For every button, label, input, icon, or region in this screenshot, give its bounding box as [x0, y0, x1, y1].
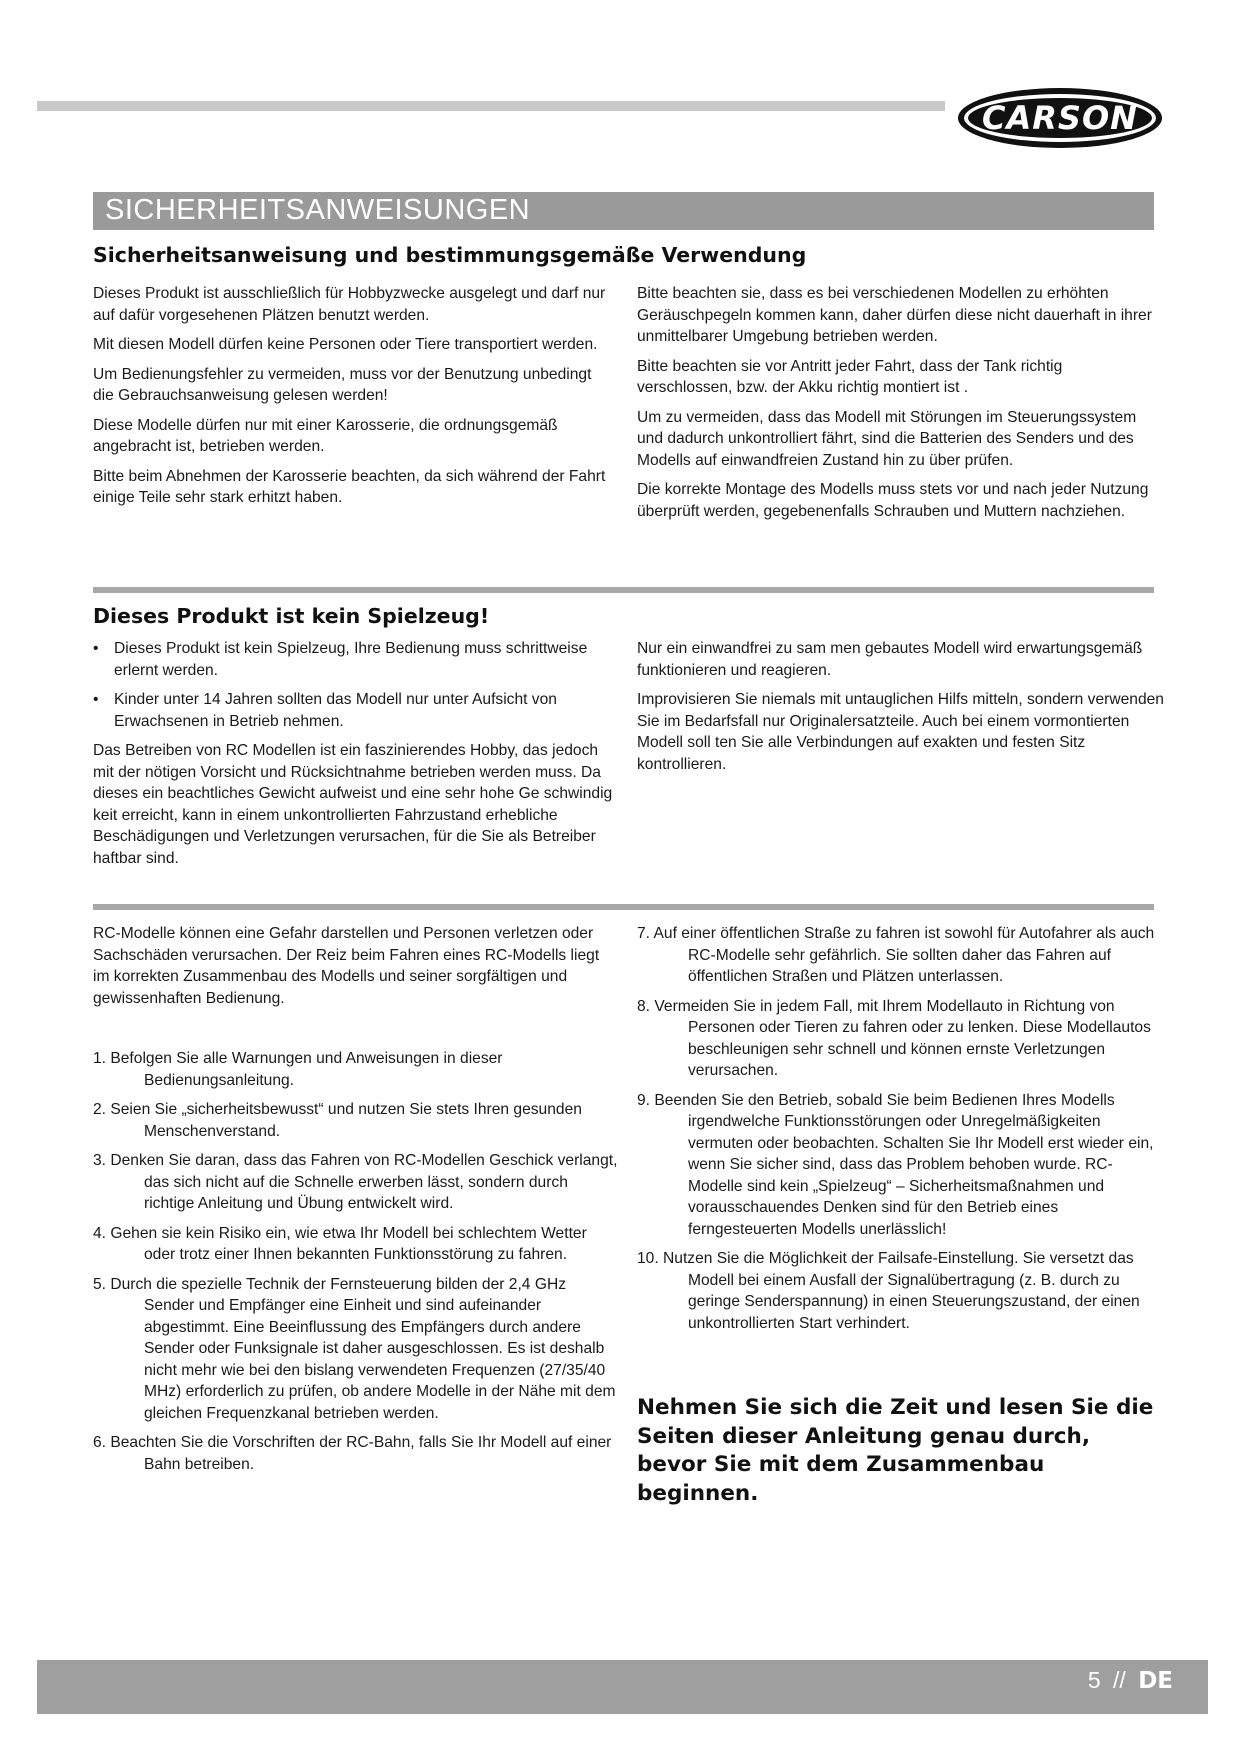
list-item: 3. Denken Sie daran, dass das Fahren von RC-Modellen Geschick verlangt, das sich nicht auf die Schnelle erwerben lässt, sondern durch richtige Anleitung und Übung entwickelt wird. [93, 1152, 618, 1212]
paragraph: Die korrekte Montage des Modells muss stets vor und nach jeder Nutzung überprüft werden, gegebenenfalls Schrauben und Muttern nachziehen. [637, 481, 1149, 520]
section-divider [93, 904, 1154, 910]
intro-paragraph: RC-Modelle können eine Gefahr darstellen und Personen verletzen oder Sachschäden verursachen. Der Reiz beim Fahren eines RC-Modells liegt im korrekten Zusammenbau des Modells und seiner sorgfältigen und gewissenhaften Bedienung. [93, 925, 600, 1007]
section-title-band [93, 192, 1154, 230]
paragraph: Diese Modelle dürfen nur mit einer Karosserie, die ordnungsgemäß angebracht ist, betrieben werden. [93, 416, 558, 455]
list-item: 10. Nutzen Sie die Möglichkeit der Failsafe-Einstellung. Sie versetzt das Modell bei einem Ausfall der Signalübertragung (z. B. durch zu geringe Senderspannung) in einen Steuerungszustand, der einen unkontrollierten Start verhindert. [637, 1250, 1140, 1332]
block1-right-column [637, 283, 1159, 530]
page-number [1088, 1667, 1173, 1694]
paragraph: Das Betreiben von RC Modellen ist ein faszinierendes Hobby, das jedoch mit der nötigen Vorsicht und Rücksichtnahme betrieben werden muss. Da dieses ein beachtliches Gewicht aufweist und eine sehr hohe Ge schwindig keit erreicht, kann in einem unkontrollierten Fahrzustand erhebliche Beschädigungen und Verletzungen verursachen, für die Sie als Betreiber haftbar sind. [93, 742, 613, 867]
warning-bullets [93, 638, 613, 732]
logo-text: CARSON [982, 99, 1138, 137]
safety-rules-list-right [637, 923, 1167, 1334]
paragraph: Um zu vermeiden, dass das Modell mit Störungen im Steuerungssystem und dadurch unkontrolliert fährt, sind die Batterien des Senders und des Modells auf einwandfreien Zustand hin zu über prüfen. [637, 408, 1137, 469]
block1-left-column [93, 283, 613, 517]
list-item: 7. Auf einer öffentlichen Straße zu fahren ist sowohl für Autofahrer als auch RC-Modelle sehr gefährlich. Sie sollten daher das Fahren auf öffentlichen Straßen und Plätzen unterlassen. [637, 925, 1155, 985]
page-number-value: 5 [1087, 1667, 1101, 1693]
list-item: 5. Durch die spezielle Technik der Fernsteuerung bilden der 2,4 GHz Sender und Empfänger eine Einheit und sind aufeinander abgestimmt. Eine Beeinflussung des Empfängers durch andere Sender oder Funksignale ist daher ausgeschlossen. Es ist deshalb nicht mehr wie bei den bislang verwendeten Frequenzen (27/35/40 MHz) erforderlich zu prüfen, ob andere Modelle in der Nähe mit dem gleichen Frequenzkanal betrieben werden. [93, 1275, 616, 1422]
paragraph: Improvisieren Sie niemals mit untauglichen Hilfs mitteln, sondern verwenden Sie im Bedarfsfall nur Originalersatzteile. Auch bei einem vormontierten Modell soll ten Sie alle Verbindungen auf exakten und festen Sitz kontrollieren. [637, 691, 1164, 773]
carson-logo [955, 86, 1165, 150]
safety-rules-list-left [93, 1048, 618, 1475]
paragraph: Bitte beachten sie, dass es bei verschiedenen Modellen zu erhöhten Geräuschpegeln kommen kann, daher dürfen diese nicht dauerhaft in ihrer unmittelbarer Umgebung betrieben werden. [637, 285, 1152, 345]
block3-right-column [637, 923, 1167, 1342]
list-item: 8. Vermeiden Sie in jedem Fall, mit Ihrem Modellauto in Richtung von Personen oder Tieren zu fahren oder zu lenken. Diese Modellautos beschleunigen sehr schnell und können ernste Verletzungen verursachen. [637, 997, 1151, 1079]
bullet-item: • Dieses Produkt ist kein Spielzeug, Ihre Bedienung muss schrittweise erlernt werden. [93, 640, 588, 679]
bullet-dot-icon: • [93, 640, 99, 657]
paragraph: Bitte beim Abnehmen der Karosserie beachten, da sich während der Fahrt einige Teile sehr stark erhitzt haben. [93, 467, 606, 506]
language-code: DE [1138, 1668, 1173, 1694]
read-instructions-callout: Nehmen Sie sich die Zeit und lesen Sie die Seiten dieser Anleitung genau durch, bevor Sie mit dem Zusammenbau beginnen. [637, 1395, 1154, 1506]
block2-left-column [93, 638, 613, 877]
footer-band [37, 1660, 1208, 1714]
list-item: 9. Beenden Sie den Betrieb, sobald Sie beim Bedienen Ihres Modells irgendwelche Funktionsstörungen oder Unregelmäßigkeiten vermuten oder beobachten. Schalten Sie Ihr Modell erst wieder ein, wenn Sie sicher sind, dass das Problem behoben wurde. RC-Modelle sind kein „Spielzeug“ – Sicherheitsmaßnahmen und vorausschauendes Denken sind für den Betrieb eines ferngesteuerten Modells unerlässlich! [637, 1091, 1154, 1238]
paragraph: Um Bedienungsfehler zu vermeiden, muss vor der Benutzung unbedingt die Gebrauchsanweisung gelesen werden! [93, 365, 592, 404]
section-title: SICHERHEITSANWEISUNGEN [105, 194, 531, 226]
paragraph: Mit diesen Modell dürfen keine Personen oder Tiere transportiert werden. [93, 336, 598, 353]
paragraph: Nur ein einwandfrei zu sam men gebautes Modell wird erwartungsgemäß funktionieren und reagieren. [637, 640, 1143, 679]
block2-heading: Dieses Produkt ist kein Spielzeug! [93, 604, 490, 628]
paragraph: Bitte beachten sie vor Antritt jeder Fahrt, dass der Tank richtig verschlossen, bzw. der Akku richtig montiert ist . [637, 357, 1063, 396]
bullet-item: • Kinder unter 14 Jahren sollten das Modell nur unter Aufsicht von Erwachsenen in Betrieb nehmen. [93, 691, 557, 730]
paragraph: Dieses Produkt ist ausschließlich für Hobbyzwecke ausgelegt und darf nur auf dafür vorgesehenen Plätzen benutzt werden. [93, 285, 606, 324]
section-divider [93, 587, 1154, 593]
block1-heading: Sicherheitsanweisung und bestimmungsgemäße Verwendung [93, 243, 807, 267]
list-item: 6. Beachten Sie die Vorschriften der RC-Bahn, falls Sie Ihr Modell auf einer Bahn betreiben. [93, 1434, 612, 1473]
list-item: 2. Seien Sie „sicherheitsbewusst“ und nutzen Sie stets Ihren gesunden Menschenverstand. [93, 1101, 582, 1140]
list-item: 1. Befolgen Sie alle Warnungen und Anweisungen in dieser Bedienungsanleitung. [93, 1050, 503, 1089]
bullet-dot-icon: • [93, 691, 99, 708]
header-rule [37, 101, 945, 111]
block2-right-column [637, 638, 1167, 783]
block3-left-column [93, 923, 618, 1483]
list-item: 4. Gehen sie kein Risiko ein, wie etwa Ihr Modell bei schlechtem Wetter oder trotz einer Ihnen bekannten Funktionsstörung zu fahren. [93, 1224, 587, 1263]
page-separator: // [1113, 1667, 1126, 1693]
